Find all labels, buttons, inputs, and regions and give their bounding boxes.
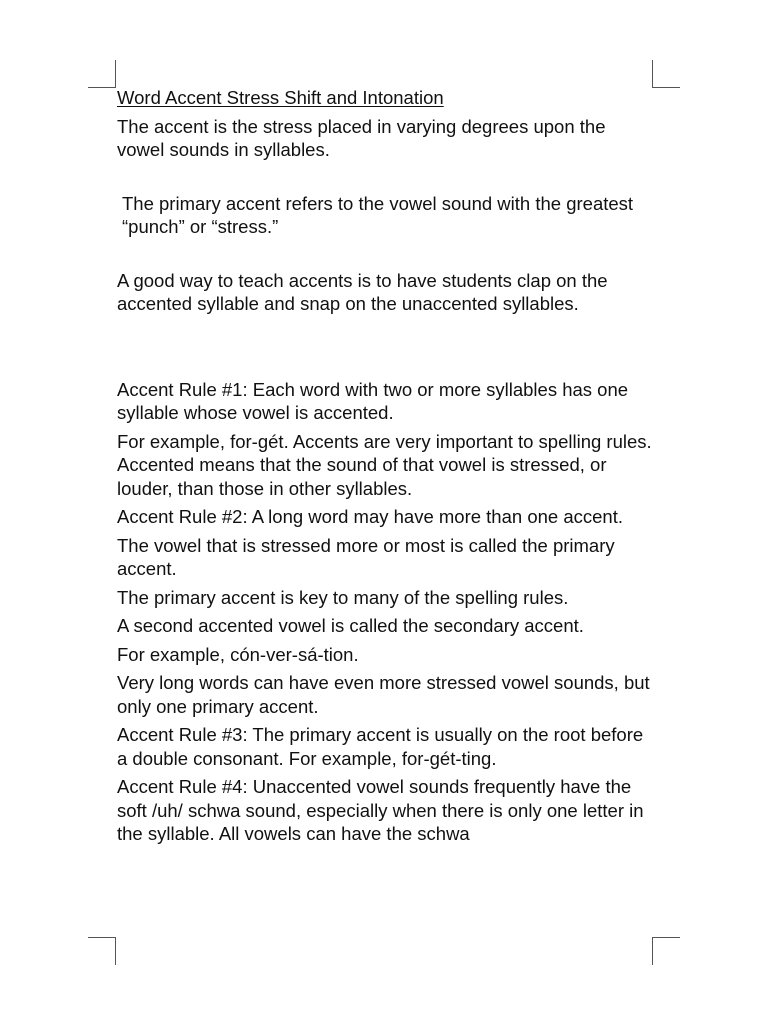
paragraph-example-conversation: For example, cón-ver-sá-tion. xyxy=(117,643,359,665)
paragraph-long-words: Very long words can have even more stressed vowel sounds, but only one primary accent. xyxy=(117,672,650,717)
crop-mark-bottom-right xyxy=(652,937,680,965)
crop-mark-top-right xyxy=(652,60,680,88)
paragraph-accent-rule-3: Accent Rule #3: The primary accent is usually on the root before a double consonant. For example, for-gét-ting. xyxy=(117,724,644,769)
crop-mark-top-left xyxy=(88,60,116,88)
paragraph-accent-rule-1: Accent Rule #1: Each word with two or more syllables has one syllable whose vowel is accented. xyxy=(117,378,629,423)
paragraph-stressed-vowel: The vowel that is stressed more or most is called the primary accent. xyxy=(117,534,615,579)
crop-mark-bottom-left xyxy=(88,937,116,965)
paragraph-secondary-accent: A second accented vowel is called the secondary accent. xyxy=(117,615,584,636)
paragraph-accent-rule-2: Accent Rule #2: A long word may have more than one accent. xyxy=(117,506,623,527)
paragraph-primary-key: The primary accent is key to many of the spelling rules. xyxy=(117,586,569,608)
document-title: Word Accent Stress Shift and Intonation xyxy=(117,87,444,108)
paragraph-teaching-tip: A good way to teach accents is to have students clap on the accented syllable and snap on the unaccented syllables. xyxy=(117,269,608,314)
paragraph-accent-rule-4: Accent Rule #4: Unaccented vowel sounds frequently have the soft /uh/ schwa sound, especially when there is only one letter in the syllable. All vowels can have the schwa xyxy=(117,776,644,844)
paragraph-accent-definition: The accent is the stress placed in varying degrees upon the vowel sounds in syllables. xyxy=(117,115,606,160)
paragraph-example-forget: For example, for-gét. Accents are very important to spelling rules. Accented means that the sound of that vowel is stressed, or louder, than those in other syllables. xyxy=(117,430,652,499)
paragraph-primary-accent: The primary accent refers to the vowel sound with the greatest “punch” or “stress.” xyxy=(122,192,634,237)
document-body xyxy=(117,86,657,921)
